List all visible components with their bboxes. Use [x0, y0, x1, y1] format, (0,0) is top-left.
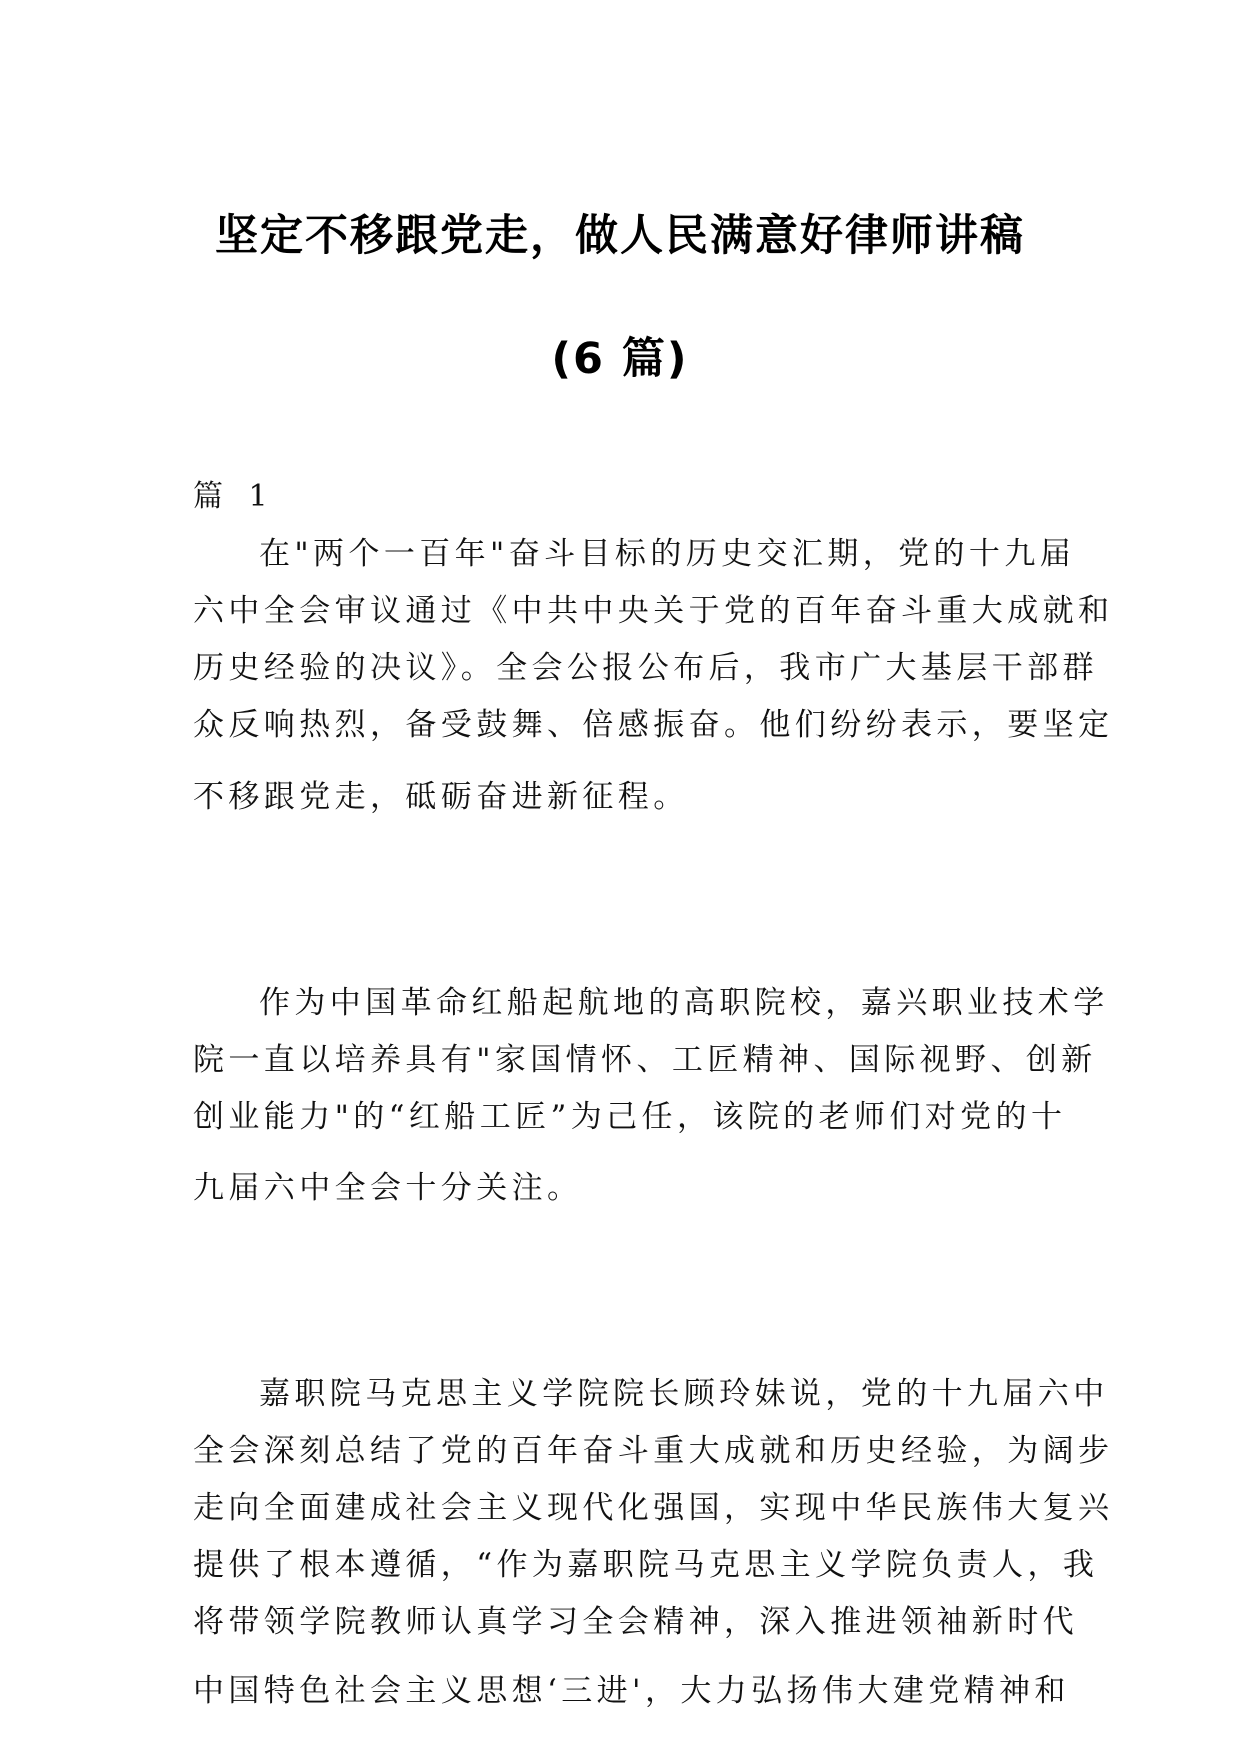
paragraph-line: 历史经验的决议》。全会公报公布后，我市广大基层干部群 — [193, 650, 1098, 686]
paragraph-line: 提供了根本遵循，“作为嘉职院马克思主义学院负责人，我 — [193, 1547, 1099, 1583]
paragraph-line: 九届六中全会十分关注。 — [193, 1170, 583, 1206]
paragraph-line: 在"两个一百年"奋斗目标的历史交汇期，党的十九届 — [259, 536, 1076, 572]
paragraph-line: 六中全会审议通过《中共中央关于党的百年奋斗重大成就和 — [193, 593, 1114, 629]
paragraph-line: 全会深刻总结了党的百年奋斗重大成就和历史经验，为阔步 — [193, 1433, 1114, 1469]
section-label: 篇 1 — [193, 479, 276, 514]
paragraph-line: 不移跟党走，砥砺奋进新征程。 — [193, 779, 689, 815]
paragraph-line: 中国特色社会主义思想‘三进'，大力弘扬伟大建党精神和 — [193, 1673, 1070, 1709]
document-title-count: (6 篇) — [551, 334, 689, 384]
document-title: 坚定不移跟党走，做人民满意好律师讲稿 — [215, 211, 1025, 261]
paragraph-line: 走向全面建成社会主义现代化强国，实现中华民族伟大复兴 — [193, 1490, 1114, 1526]
paragraph-line: 众反响热烈，备受鼓舞、倍感振奋。他们纷纷表示，要坚定 — [193, 707, 1114, 743]
paragraph-line: 将带领学院教师认真学习全会精神，深入推进领袖新时代 — [193, 1604, 1078, 1640]
paragraph-line: 嘉职院马克思主义学院院长顾玲妹说，党的十九届六中 — [259, 1376, 1109, 1412]
paragraph-line: 作为中国革命红船起航地的高职院校，嘉兴职业技术学 — [259, 985, 1109, 1021]
paragraph-line: 院一直以培养具有"家国情怀、工匠精神、国际视野、创新 — [193, 1042, 1097, 1078]
paragraph-line: 创业能力"的“红船工匠”为己任，该院的老师们对党的十 — [193, 1099, 1067, 1135]
